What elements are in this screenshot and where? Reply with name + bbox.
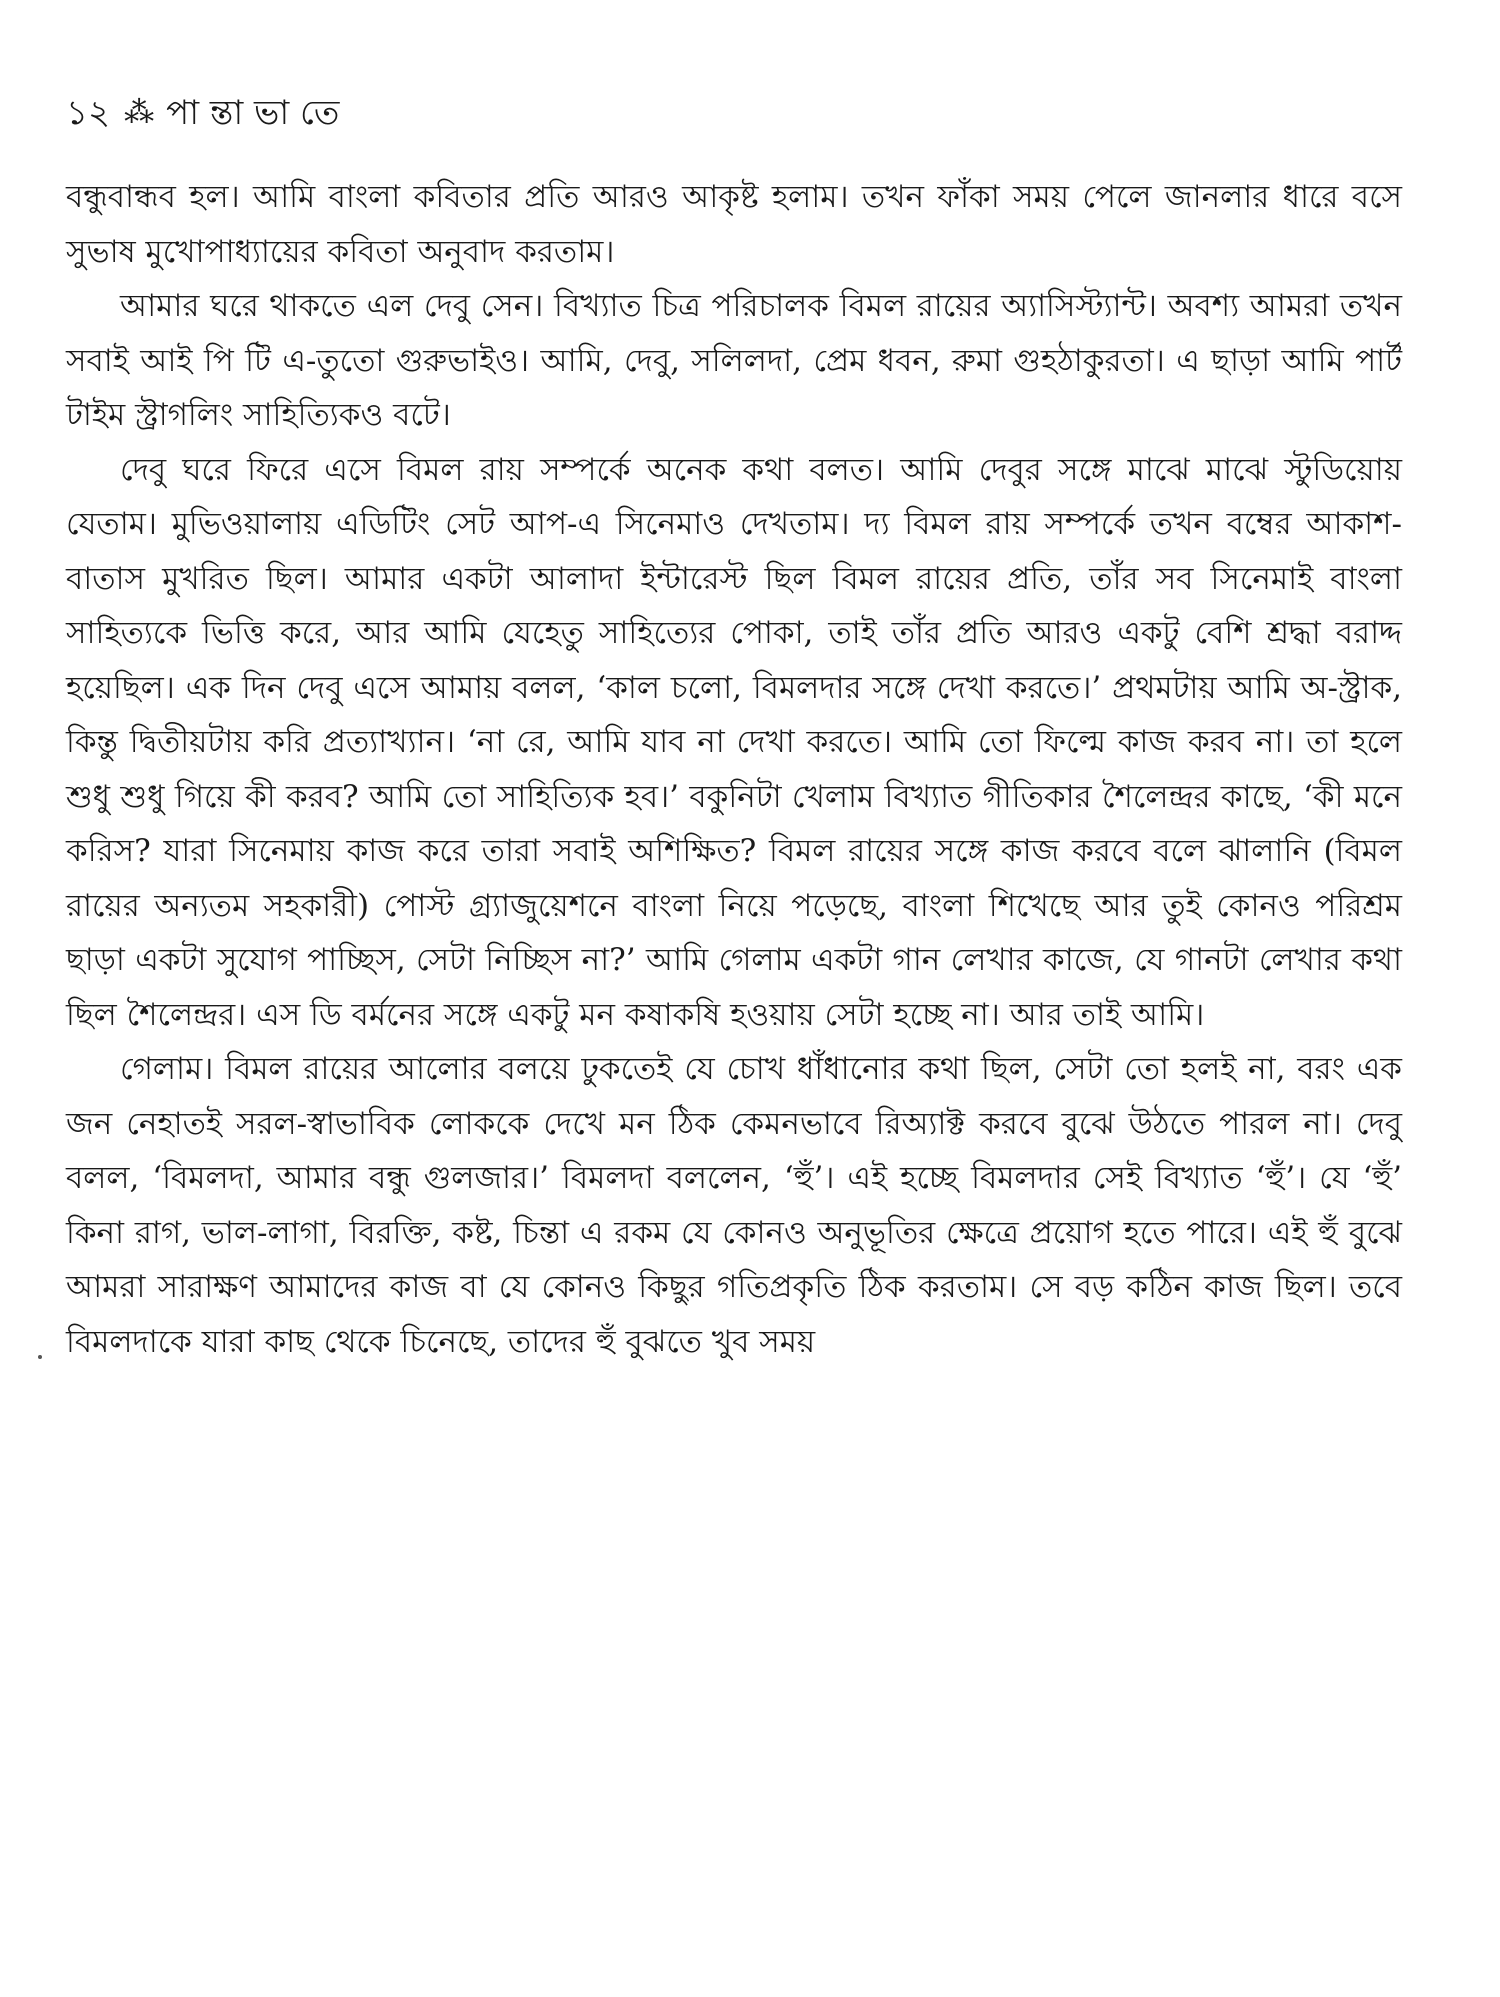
page-number: ১২ (66, 93, 111, 133)
book-title: পা ন্তা ভা তে (166, 93, 340, 133)
paragraph-1: বন্ধুবান্ধব হল। আমি বাংলা কবিতার প্রতি আরও আকৃষ্ট হলাম। তখন ফাঁকা সময় পেলে জানলার ধারে বসে সুভাষ মুখোপাধ্যায়ের কবিতা অনুবাদ করতাম। (66, 179, 1402, 270)
running-header (66, 88, 339, 138)
margin-speck (38, 1355, 42, 1359)
paragraph-2: আমার ঘরে থাকতে এল দেবু সেন। বিখ্যাত চিত্র পরিচালক বিমল রায়ের অ্যাসিস্ট্যান্ট। অবশ্য আমরা তখন সবাই আই পি টি এ-তুতো গুরুভাইও। আমি, দেবু, সলিলদা, প্রেম ধবন, রুমা গুহঠাকুরতা। এ ছাড়া আমি পার্ট টাইম স্ট্রাগলিং সাহিত্যিকও বটে। (66, 288, 1402, 433)
paragraph-4: গেলাম। বিমল রায়ের আলোর বলয়ে ঢুকতেই যে চোখ ধাঁধানোর কথা ছিল, সেটা তো হলই না, বরং এক জন নেহাতই সরল-স্বাভাবিক লোককে দেখে মন ঠিক কেমনভাবে রিঅ্যাক্ট করবে বুঝে উঠতে পারল না। দেবু বলল, ‘বিমলদা, আমার বন্ধু গুলজার।’ বিমলদা বললেন, ‘হুঁ’। এই হচ্ছে বিমলদার সেই বিখ্যাত ‘হুঁ’। যে ‘হুঁ’ কিনা রাগ, ভাল-লাগা, বিরক্তি, কষ্ট, চিন্তা এ রকম যে কোনও অনুভূতির ক্ষেত্রে প্রয়োগ হতে পারে। এই হুঁ বুঝে আমরা সারাক্ষণ আমাদের কাজ বা যে কোনও কিছুর গতিপ্রকৃতি ঠিক করতাম। সে বড় কঠিন কাজ ছিল। তবে বিমলদাকে যারা কাছ থেকে চিনেছে, তাদের হুঁ বুঝতে খুব সময় (66, 1051, 1402, 1360)
paragraph-3: দেবু ঘরে ফিরে এসে বিমল রায় সম্পর্কে অনেক কথা বলত। আমি দেবুর সঙ্গে মাঝে মাঝে স্টুডিয়োয় যেতাম। মুভিওয়ালায় এডিটিং সেট আপ-এ সিনেমাও দেখতাম। দ্য বিমল রায় সম্পর্কে তখন বম্বের আকাশ-বাতাস মুখরিত ছিল। আমার একটা আলাদা ইন্টারেস্ট ছিল বিমল রায়ের প্রতি, তাঁর সব সিনেমাই বাংলা সাহিত্যকে ভিত্তি করে, আর আমি যেহেতু সাহিত্যের পোকা, তাই তাঁর প্রতি আরও একটু বেশি শ্রদ্ধা বরাদ্দ হয়েছিল। এক দিন দেবু এসে আমায় বলল, ‘কাল চলো, বিমলদার সঙ্গে দেখা করতে।’ প্রথমটায় আমি অ-স্ট্রাক, কিন্তু দ্বিতীয়টায় করি প্রত্যাখ্যান। ‘না রে, আমি যাব না দেখা করতে। আমি তো ফিল্মে কাজ করব না। তা হলে শুধু শুধু গিয়ে কী করব? আমি তো সাহিত্যিক হব।’ বকুনিটা খেলাম বিখ্যাত গীতিকার শৈলেন্দ্রর কাছে, ‘কী মনে করিস? যারা সিনেমায় কাজ করে তারা সবাই অশিক্ষিত? বিমল রায়ের সঙ্গে কাজ করবে বলে ঝালানি (বিমল রায়ের অন্যতম সহকারী) পোস্ট গ্র্যাজুয়েশনে বাংলা নিয়ে পড়েছে, বাংলা শিখেছে আর তুই কোনও পরিশ্রম ছাড়া একটা সুযোগ পাচ্ছিস, সেটা নিচ্ছিস না?’ আমি গেলাম একটা গান লেখার কাজে, যে গানটা লেখার কথা ছিল শৈলেন্দ্রর। এস ডি বর্মনের সঙ্গে একটু মন কষাকষি হওয়ায় সেটা হচ্ছে না। আর তাই আমি। (66, 451, 1402, 1033)
body-text (66, 170, 1402, 1369)
ornament-icon: ⁂ (124, 95, 153, 130)
